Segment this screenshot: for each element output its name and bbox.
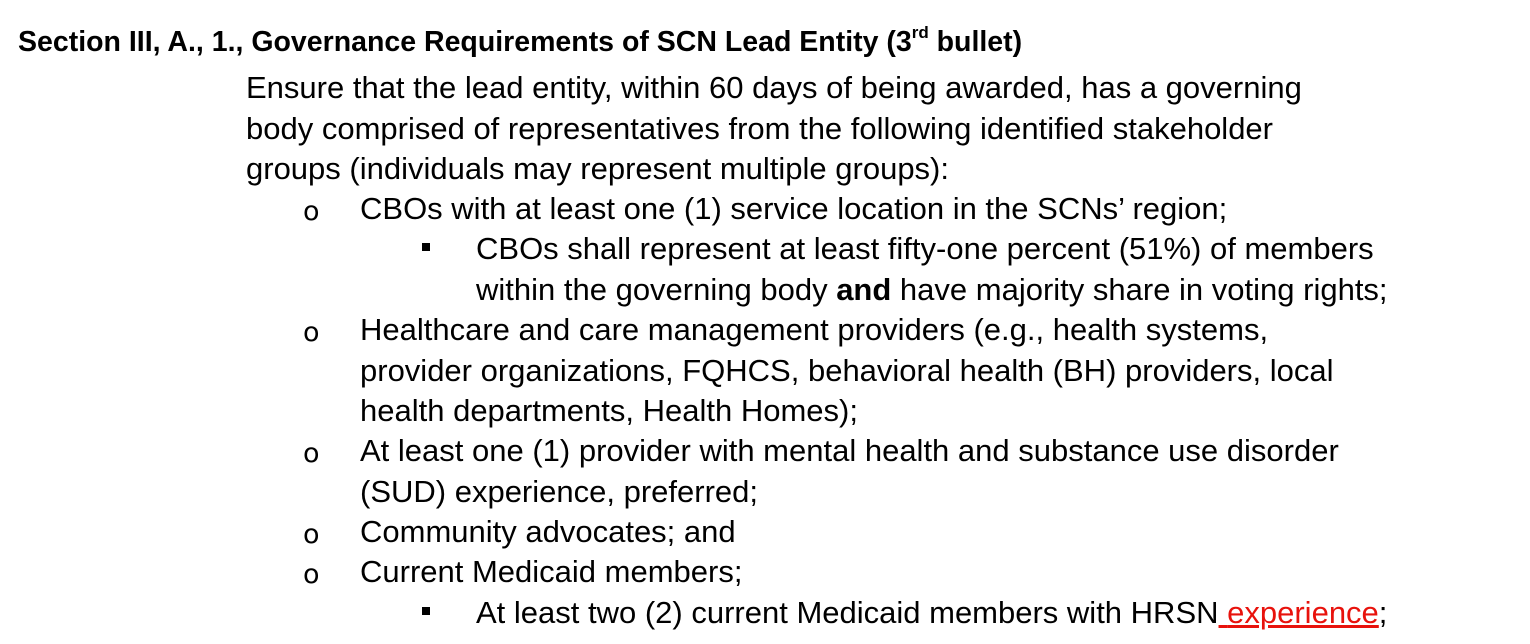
section-heading-superscript: rd <box>911 22 929 42</box>
list-item-text: provider organizations, FQHCS, behavioral health (BH) providers, local <box>360 352 1334 388</box>
list-item <box>360 431 1339 512</box>
sub-list-item-text-part: have majority share in voting rights; <box>891 271 1388 307</box>
section-heading <box>18 22 1022 62</box>
list-item <box>360 552 742 593</box>
section-heading-text: Section III, A., 1., Governance Requirements of SCN Lead Entity (3 <box>18 26 912 58</box>
circle-bullet-marker: o <box>303 519 320 550</box>
intro-line: body comprised of representatives from the following identified stakeholder <box>246 110 1273 146</box>
sub-list-item-text-part: ; <box>1378 595 1388 630</box>
list-item-text: (SUD) experience, preferred; <box>360 473 758 509</box>
list-item-text: CBOs with at least one (1) service location in the SCNs’ region; <box>360 191 1228 226</box>
list-item <box>360 512 736 553</box>
circle-bullet-marker: o <box>303 559 320 590</box>
intro-line: Ensure that the lead entity, within 60 days of being awarded, has a governing <box>246 70 1302 105</box>
intro-line: groups (individuals may represent multiple groups): <box>246 151 949 186</box>
list-item <box>360 310 1334 432</box>
list-item <box>360 189 1227 230</box>
square-bullet-marker <box>422 243 430 251</box>
list-item-text: Healthcare and care management providers (e.g., health systems, <box>360 312 1269 347</box>
tracked-change-space <box>1219 595 1228 630</box>
emphasis-and: and <box>836 271 892 307</box>
tracked-insertion: experience <box>1227 595 1379 630</box>
square-bullet-marker <box>422 607 430 615</box>
list-item-text: health departments, Health Homes); <box>360 393 858 428</box>
sub-list-item-text: CBOs shall represent at least fifty-one percent (51%) of members <box>476 231 1374 266</box>
list-item-text: Current Medicaid members; <box>360 554 743 589</box>
sub-list-item <box>476 593 1387 634</box>
sub-list-item-text <box>476 270 1388 311</box>
sub-list-item-text-part: At least two (2) current Medicaid members with HRSN <box>476 595 1219 630</box>
circle-bullet-marker: o <box>303 317 320 348</box>
sub-list-item-text <box>476 593 1387 634</box>
circle-bullet-marker: o <box>303 438 320 469</box>
list-item-text: At least one (1) provider with mental health and substance use disorder <box>360 433 1339 468</box>
circle-bullet-marker: o <box>303 196 320 227</box>
list-item-text: Community advocates; and <box>360 514 736 549</box>
sub-list-item-text-part: within the governing body <box>476 271 837 307</box>
section-heading-suffix: bullet) <box>928 26 1023 58</box>
sub-list-item <box>476 229 1388 310</box>
intro-paragraph <box>246 68 1486 190</box>
